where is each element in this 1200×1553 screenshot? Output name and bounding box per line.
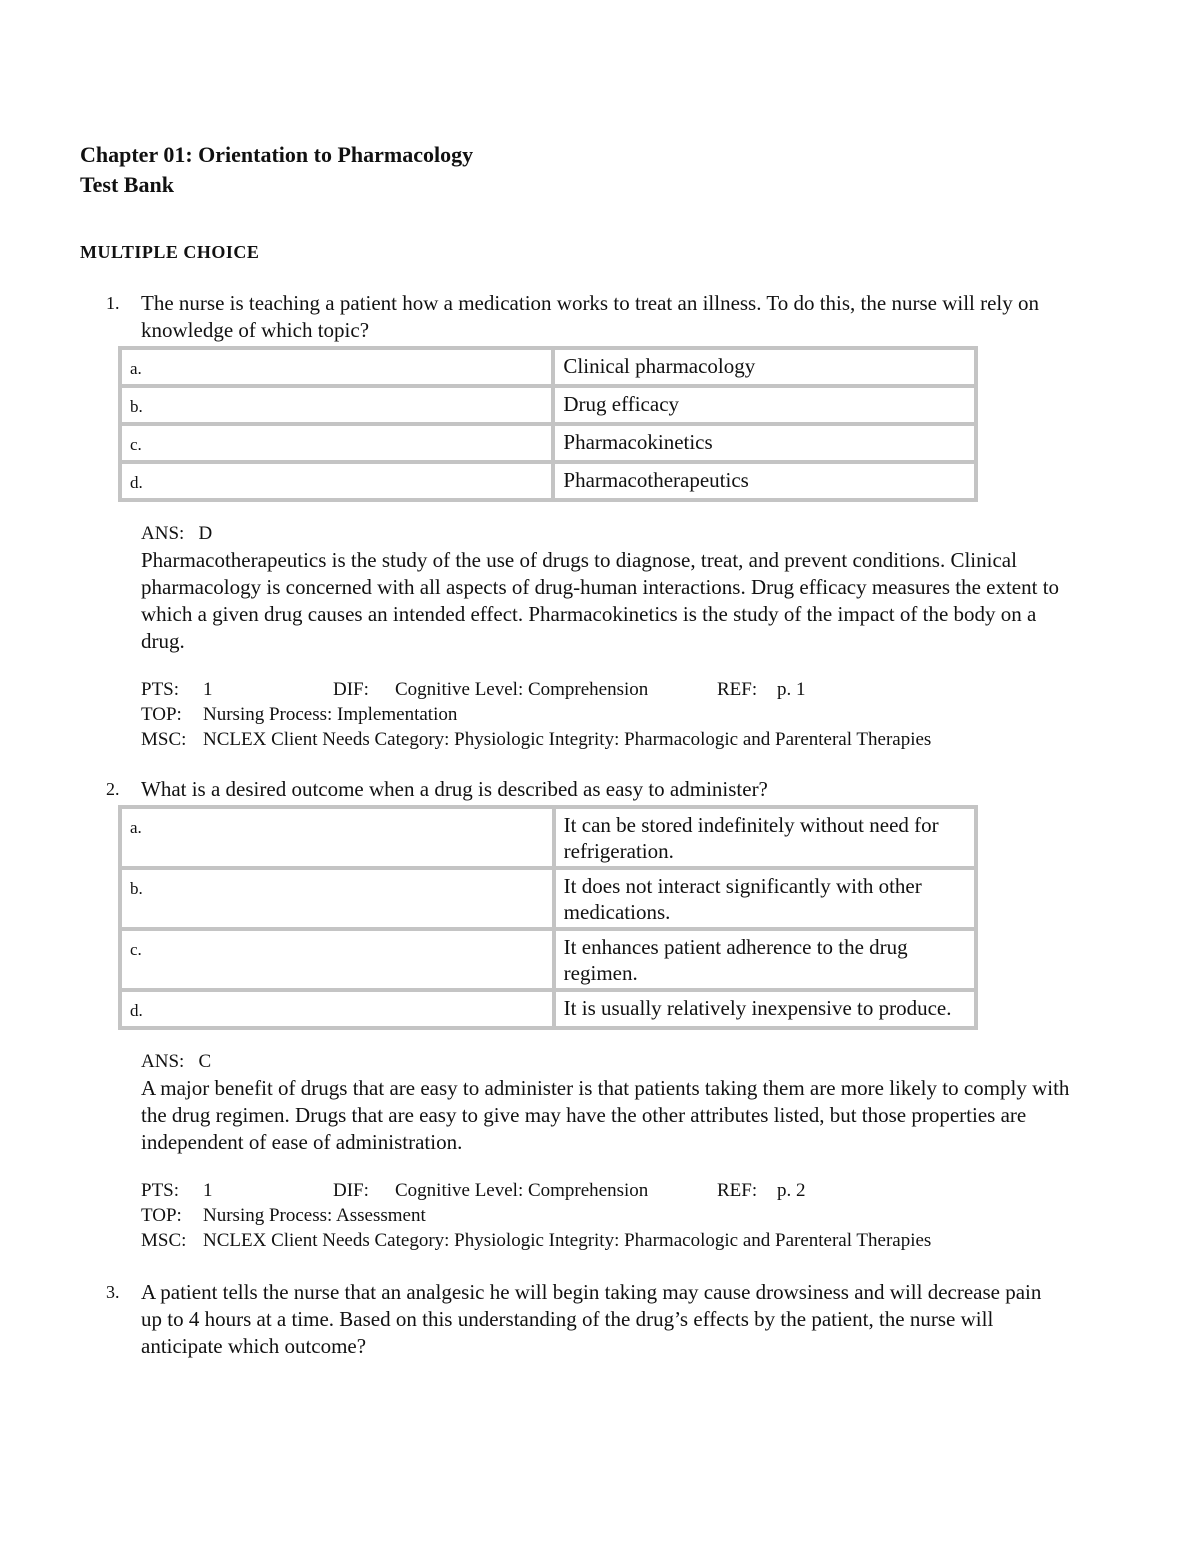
dif-label: DIF: [333, 1180, 369, 1201]
ref-value: p. 2 [777, 1180, 806, 1201]
options-table [118, 346, 978, 502]
option-row [120, 990, 976, 1028]
question-number: 1. [106, 293, 120, 313]
rationale: Pharmacotherapeutics is the study of the use of drugs to diagnose, treat, and prevent conditions. Clinical pharmacology is concerned with all aspects of drug-human interactions. Drug efficacy measures the extent to which a given drug causes an intended effect. Pharmacokinetics is the study of the impact of the body on a drug. [141, 548, 1060, 653]
section-heading: MULTIPLE CHOICE [80, 242, 260, 262]
question-2 [80, 776, 1080, 1253]
question-text: What is a desired outcome when a drug is described as easy to administer? [141, 777, 768, 801]
dif-label: DIF: [333, 679, 369, 700]
msc-value: NCLEX Client Needs Category: Physiologic Integrity: Pharmacologic and Parenteral Therapies [203, 1230, 932, 1251]
rationale: A major benefit of drugs that are easy to administer is that patients taking them are more likely to comply with the drug regimen. Drugs that are easy to give may have the other attributes listed, but those properties are independent of ease of administration. [141, 1076, 1070, 1154]
option-row [120, 807, 976, 868]
option-row [120, 424, 976, 462]
option-letter: d. [120, 462, 553, 500]
msc-label: MSC: [141, 729, 187, 750]
pts-label: PTS: [141, 1180, 180, 1201]
ref-value: p. 1 [777, 679, 806, 700]
option-letter: d. [120, 990, 554, 1028]
top-label: TOP: [141, 704, 182, 725]
document-page [80, 140, 1080, 1360]
msc-label: MSC: [141, 1230, 187, 1251]
top-label: TOP: [141, 1205, 182, 1226]
option-row [120, 386, 976, 424]
pts-value: 1 [203, 1180, 213, 1201]
option-row [120, 929, 976, 990]
answer-key: ANS: C [141, 1051, 212, 1072]
pts-label: PTS: [141, 679, 180, 700]
top-value: Nursing Process: Implementation [203, 704, 458, 725]
dif-value: Cognitive Level: Comprehension [395, 679, 649, 700]
chapter-title: Chapter 01: Orientation to Pharmacology [80, 142, 474, 167]
question-metadata [141, 677, 1080, 752]
question-text: The nurse is teaching a patient how a medication works to treat an illness. To do this, the nurse will rely on knowledge of which topic? [141, 291, 1040, 342]
dif-value: Cognitive Level: Comprehension [395, 1180, 649, 1201]
top-value: Nursing Process: Assessment [203, 1205, 426, 1226]
ref-label: REF: [717, 1180, 758, 1201]
option-letter: b. [120, 386, 553, 424]
option-letter: c. [120, 424, 553, 462]
document-subtitle: Test Bank [80, 172, 174, 197]
question-metadata [141, 1178, 1080, 1253]
question-1 [80, 290, 1080, 752]
option-letter: a. [120, 807, 554, 868]
option-letter: a. [120, 348, 553, 386]
option-text: It enhances patient adherence to the drug regimen. [554, 929, 976, 990]
question-3 [80, 1279, 1080, 1360]
option-letter: c. [120, 929, 554, 990]
question-number: 2. [106, 779, 120, 799]
question-number: 3. [106, 1282, 120, 1302]
option-row [120, 868, 976, 929]
option-text: It does not interact significantly with other medications. [554, 868, 976, 929]
option-row [120, 348, 976, 386]
option-text: Clinical pharmacology [553, 348, 976, 386]
option-text: Pharmacotherapeutics [553, 462, 976, 500]
options-table [118, 805, 978, 1030]
answer-key: ANS: D [141, 523, 213, 544]
option-text: It is usually relatively inexpensive to produce. [554, 990, 976, 1028]
ref-label: REF: [717, 679, 758, 700]
msc-value: NCLEX Client Needs Category: Physiologic Integrity: Pharmacologic and Parenteral Therapies [203, 729, 932, 750]
option-letter: b. [120, 868, 554, 929]
option-text: It can be stored indefinitely without need for refrigeration. [554, 807, 976, 868]
pts-value: 1 [203, 679, 213, 700]
answer-block [141, 1048, 1071, 1156]
option-row [120, 462, 976, 500]
option-text: Drug efficacy [553, 386, 976, 424]
option-text: Pharmacokinetics [553, 424, 976, 462]
question-text: A patient tells the nurse that an analgesic he will begin taking may cause drowsiness and will decrease pain up to 4 hours at a time. Based on this understanding of the drug’s effects by the patient, the nurse will anticipate which outcome? [141, 1280, 1042, 1358]
answer-block [141, 520, 1071, 655]
